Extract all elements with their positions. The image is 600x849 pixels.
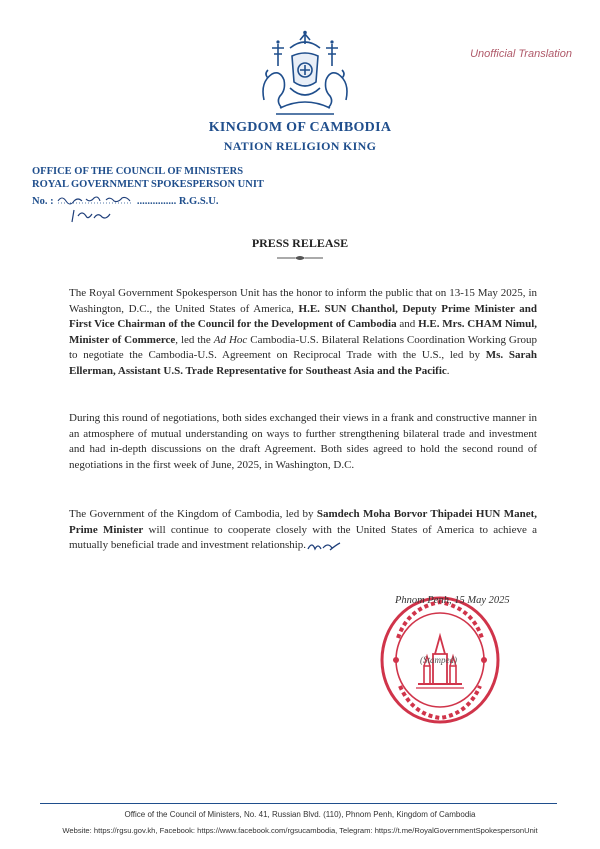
- handwritten-number-icon: [70, 208, 112, 224]
- national-motto: NATION RELIGION KING: [223, 139, 377, 153]
- office-line-spokesperson-unit: ROYAL GOVERNMENT SPOKESPERSON UNIT: [32, 179, 264, 190]
- office-heading: [32, 165, 264, 191]
- handwritten-reference-icon: [56, 193, 134, 205]
- royal-emblem-icon: [250, 30, 360, 118]
- paragraph-government-commitment: The Government of the Kingdom of Cambodia, led by Samdech Moha Borvor Thipadei HUN Manet, Prime Minister will continue to cooperate closely with the United States of America to achieve a mutually beneficial trade and investment relationship.: [69, 508, 537, 552]
- reference-dots: ...............: [136, 196, 177, 207]
- dateline: Phnom Penh, 15 May 2025: [395, 595, 510, 606]
- name-sun-chanthol: H.E. SUN Chanthol, Deputy Prime Minister and First Vice Chairman of the Council for the Development of Cambodia: [69, 302, 537, 331]
- footer-address: Office of the Council of Ministers, No. 41, Russian Blvd. (110), Phnom Penh, Kingdom of Cambodia: [124, 810, 476, 819]
- press-release-title: PRESS RELEASE: [251, 236, 349, 250]
- name-hun-manet: Samdech Moha Borvor Thipadei HUN Manet, Prime Minister: [69, 508, 537, 536]
- paragraph-negotiation-announcement: The Royal Government Spokesperson Unit has the honor to inform the public that on 13-15 May 2025, in Washington, D.C., the United States of America, H.E. SUN Chanthol, Deputy Prime Minister and First Vice Chairman of the Council for the Development of Cambodia and H.E. Mrs. CHAM Nimul, Minister of Commerce, led the Ad Hoc Cambodia-U.S. Bilateral Relations Coordination Working Group to negotiate the Cambodia-U.S. Agreement on Reciprocal Trade with the U.S., led by Ms. Sarah Ellerman, Assistant U.S. Trade Representative for Southeast Asia and the Pacific.: [69, 287, 538, 377]
- footer-contacts: Website: https://rgsu.gov.kh, Facebook: https://www.facebook.com/rgsucambodia, Telegram: https://t.me/RoyalGovernmentSpokespersonUnit: [62, 826, 538, 835]
- footer-divider: [40, 803, 557, 804]
- reference-suffix: R.G.S.U.: [178, 196, 219, 207]
- paragraph-negotiation-round: During this round of negotiations, both sides exchanged their views in a frank and constructive manner in an atmosphere of mutual understanding on ways to further strengthening bilateral trade and investment and had in-depth discussions on the draft Agreement. Both sides agreed to hold the second round of negotiations in the first week of June, 2025, in Washington, D.C.: [69, 412, 537, 471]
- unofficial-translation-note: Unofficial Translation: [470, 48, 572, 60]
- ornament-divider-icon: [275, 254, 325, 262]
- handwritten-initials-icon: [306, 539, 342, 553]
- office-line-council: OFFICE OF THE COUNCIL OF MINISTERS: [32, 166, 244, 177]
- reference-number: [32, 193, 219, 207]
- reference-prefix: No. :: [32, 196, 54, 207]
- stamped-note: (Stamped): [420, 655, 457, 665]
- kingdom-title: KINGDOM OF CAMBODIA: [208, 120, 392, 135]
- name-sarah-ellerman: Ms. Sarah Ellerman, Assistant U.S. Trade Representative for Southeast Asia and the Pacific: [69, 349, 537, 377]
- name-cham-nimul: H.E. Mrs. CHAM Nimul, Minister of Commerce: [69, 318, 537, 346]
